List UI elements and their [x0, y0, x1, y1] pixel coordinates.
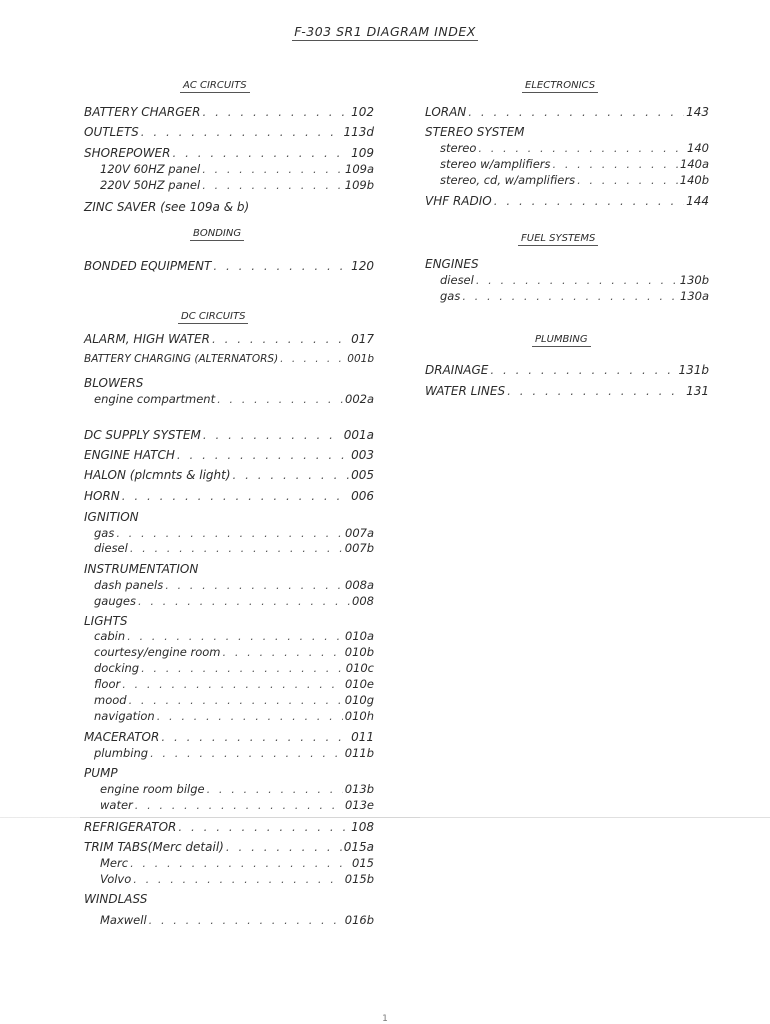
leader-dots: [468, 105, 684, 120]
leader-dots: [178, 820, 349, 835]
entry-label: water: [100, 798, 133, 812]
entry-code: 143: [686, 105, 709, 119]
entry-label: gas: [440, 289, 461, 303]
index-entry-navigation: [94, 709, 374, 724]
entry-code: 010h: [344, 709, 374, 723]
entry-code: 006: [351, 489, 374, 503]
entry-label: 220V 50HZ panel: [100, 178, 201, 192]
entry-code: 010b: [344, 645, 374, 659]
document-title: F-303 SR1 DIAGRAM INDEX: [294, 24, 476, 39]
leader-dots: [177, 448, 349, 463]
entry-label: ALARM, HIGH WATER: [84, 332, 210, 346]
entry-label: BATTERY CHARGER: [84, 105, 201, 119]
entry-code: 010e: [344, 677, 374, 691]
index-entry-dc-supply: [84, 428, 374, 443]
entry-label: SHOREPOWER: [84, 146, 171, 160]
leader-dots: [157, 709, 343, 724]
leader-dots: [207, 782, 343, 797]
index-entry-bonded-equipment: [84, 259, 374, 274]
group-label-stereo-system: STEREO SYSTEM: [425, 125, 525, 139]
entry-label: navigation: [94, 709, 155, 723]
index-entry-stereo-cd: [440, 173, 709, 188]
index-entry-gauges: [94, 594, 374, 609]
index-entry-horn: [84, 489, 374, 504]
leader-dots: [129, 693, 343, 708]
entry-label: ENGINE HATCH: [84, 448, 175, 462]
leader-dots: [280, 352, 345, 367]
index-entry-fuel-gas: [440, 289, 709, 304]
entry-label: stereo, cd, w/amplifiers: [440, 173, 576, 187]
leader-dots: [141, 125, 342, 140]
leader-dots: [478, 141, 685, 156]
entry-code: 001a: [343, 428, 374, 442]
entry-label: docking: [94, 661, 140, 675]
group-label-lights: LIGHTS: [84, 614, 128, 628]
leader-dots: [122, 677, 343, 692]
index-entry-alarm: [84, 332, 374, 347]
entry-label: cabin: [94, 629, 126, 643]
entry-label: Maxwell: [100, 913, 147, 927]
entry-code: 007b: [344, 541, 374, 555]
page-number: 1: [382, 1014, 388, 1024]
entry-code: 144: [686, 194, 709, 208]
index-entry-floor: [94, 677, 374, 692]
entry-code: 113d: [343, 125, 374, 139]
entry-label: HORN: [84, 489, 120, 503]
entry-label: diesel: [440, 273, 474, 287]
leader-dots: [138, 594, 350, 609]
entry-code: 131b: [678, 363, 709, 377]
group-label-engines: ENGINES: [425, 257, 479, 271]
leader-dots: [494, 194, 684, 209]
entry-label: floor: [94, 677, 121, 691]
entry-code: 011: [351, 730, 374, 744]
heading-plumbing: PLUMBING: [532, 334, 591, 347]
leader-dots: [212, 332, 349, 347]
index-entry-pump-water: [100, 798, 374, 813]
leader-dots: [203, 428, 342, 443]
entry-label: engine compartment: [94, 392, 216, 406]
entry-code: 016b: [344, 913, 374, 927]
entry-label: BONDED EQUIPMENT: [84, 259, 212, 273]
entry-label: Merc: [100, 856, 129, 870]
entry-code: 120: [351, 259, 374, 273]
index-entry-fuel-diesel: [440, 273, 709, 288]
index-entry-dash-panels: [94, 578, 374, 593]
entry-label: TRIM TABS(Merc detail): [84, 840, 224, 854]
entry-label: Volvo: [100, 872, 132, 886]
entry-code: 011b: [344, 746, 374, 760]
entry-label: stereo w/amplifiers: [440, 157, 551, 171]
entry-label: diesel: [94, 541, 128, 555]
entry-label: plumbing: [94, 746, 149, 760]
entry-code: 109: [351, 146, 374, 160]
entry-label: 120V 60HZ panel: [100, 162, 201, 176]
entry-code: 130b: [679, 273, 709, 287]
leader-dots: [150, 746, 343, 761]
leader-dots: [172, 146, 349, 161]
index-entry-refrigerator: [84, 820, 374, 835]
index-entry-courtesy: [94, 645, 374, 660]
index-entry-zinc-saver: ZINC SAVER (see 109a & b): [84, 200, 250, 214]
entry-code: 102: [351, 105, 374, 119]
index-entry-macerator-plumbing: [94, 746, 374, 761]
entry-code: 140: [687, 141, 709, 155]
leader-dots: [490, 363, 676, 378]
leader-dots: [135, 798, 343, 813]
leader-dots: [213, 259, 349, 274]
leader-dots: [507, 384, 684, 399]
index-entry-docking: [94, 661, 374, 676]
leader-dots: [165, 578, 343, 593]
leader-dots: [133, 872, 342, 887]
index-entry-volvo: [100, 872, 374, 887]
entry-code: 010g: [344, 693, 374, 707]
index-entry-engine-hatch: [84, 448, 374, 463]
index-entry-engine-compartment: [94, 392, 374, 407]
leader-dots: [130, 541, 343, 556]
heading-dc-circuits: DC CIRCUITS: [178, 311, 248, 324]
entry-label: stereo: [440, 141, 477, 155]
group-label-pump: PUMP: [84, 766, 118, 780]
group-label-windlass: WINDLASS: [84, 892, 148, 906]
heading-electronics: ELECTRONICS: [522, 80, 598, 93]
leader-dots: [202, 105, 349, 120]
index-entry-water-lines: [425, 384, 709, 399]
entry-code: 008: [352, 594, 374, 608]
entry-label: gauges: [94, 594, 137, 608]
entry-code: 013e: [344, 798, 374, 812]
index-entry-engine-room-bilge: [100, 782, 374, 797]
leader-dots: [553, 157, 678, 172]
leader-dots: [141, 661, 344, 676]
index-entry-maxwell: [100, 913, 374, 928]
entry-label: MACERATOR: [84, 730, 160, 744]
index-entry-220v-panel: [100, 178, 374, 193]
group-label-instrumentation: INSTRUMENTATION: [84, 562, 199, 576]
entry-code: 005: [351, 468, 374, 482]
index-entry-ignition-diesel: [94, 541, 374, 556]
entry-code: 001b: [347, 353, 374, 365]
index-entry-loran: [425, 105, 709, 120]
entry-label: DC SUPPLY SYSTEM: [84, 428, 201, 442]
leader-dots: [226, 840, 342, 855]
entry-code: 109b: [344, 178, 374, 192]
entry-code: 109a: [345, 162, 374, 176]
entry-label: gas: [94, 526, 115, 540]
index-entry-merc: [100, 856, 374, 871]
entry-label: DRAINAGE: [425, 363, 489, 377]
index-entry-trim-tabs: [84, 840, 374, 855]
entry-label: mood: [94, 693, 127, 707]
entry-code: 017: [351, 332, 374, 346]
heading-bonding: BONDING: [190, 228, 244, 241]
index-entry-drainage: [425, 363, 709, 378]
entry-label: REFRIGERATOR: [84, 820, 177, 834]
leader-dots: [127, 629, 343, 644]
entry-code: 007a: [345, 526, 374, 540]
index-entry-cabin: [94, 629, 374, 644]
entry-label: VHF RADIO: [425, 194, 492, 208]
leader-dots: [202, 178, 343, 193]
entry-code: 013b: [344, 782, 374, 796]
entry-label: dash panels: [94, 578, 164, 592]
scan-artifact-line: [0, 817, 770, 818]
entry-code: 130a: [680, 289, 709, 303]
leader-dots: [476, 273, 678, 288]
leader-dots: [161, 730, 349, 745]
entry-code: 002a: [345, 392, 374, 406]
index-entry-stereo-amplifiers: [440, 157, 709, 172]
leader-dots: [233, 468, 350, 483]
index-entry-stereo: [440, 141, 709, 156]
leader-dots: [116, 526, 343, 541]
leader-dots: [223, 645, 343, 660]
index-entry-battery-charger: [84, 105, 374, 120]
leader-dots: [462, 289, 678, 304]
leader-dots: [577, 173, 678, 188]
group-label-blowers: BLOWERS: [84, 376, 144, 390]
index-entry-battery-charging: [84, 352, 374, 367]
leader-dots: [149, 913, 343, 928]
entry-code: 015: [352, 856, 374, 870]
index-entry-vhf-radio: [425, 194, 709, 209]
entry-code: 010c: [345, 661, 374, 675]
leader-dots: [122, 489, 349, 504]
entry-label: WATER LINES: [425, 384, 506, 398]
leader-dots: [202, 162, 343, 177]
entry-code: 015b: [344, 872, 374, 886]
entry-code: 140b: [679, 173, 709, 187]
entry-label: HALON (plcmnts & light): [84, 468, 231, 482]
entry-label: courtesy/engine room: [94, 645, 221, 659]
group-label-ignition: IGNITION: [84, 510, 139, 524]
index-entry-ignition-gas: [94, 526, 374, 541]
entry-code: 010a: [345, 629, 374, 643]
leader-dots: [217, 392, 343, 407]
entry-label: OUTLETS: [84, 125, 139, 139]
index-entry-mood: [94, 693, 374, 708]
entry-code: 108: [351, 820, 374, 834]
index-entry-outlets: [84, 125, 374, 140]
entry-code: 015a: [343, 840, 374, 854]
heading-fuel-systems: FUEL SYSTEMS: [518, 233, 598, 246]
entry-code: 003: [351, 448, 374, 462]
heading-ac-circuits: AC CIRCUITS: [180, 80, 250, 93]
entry-label: engine room bilge: [100, 782, 205, 796]
leader-dots: [130, 856, 350, 871]
index-entry-macerator: [84, 730, 374, 745]
entry-code: 131: [686, 384, 709, 398]
entry-code: 008a: [345, 578, 374, 592]
entry-label: BATTERY CHARGING (ALTERNATORS): [84, 353, 279, 365]
entry-code: 140a: [680, 157, 709, 171]
index-entry-120v-panel: [100, 162, 374, 177]
index-entry-halon: [84, 468, 374, 483]
entry-label: LORAN: [425, 105, 467, 119]
index-entry-shorepower: [84, 146, 374, 161]
